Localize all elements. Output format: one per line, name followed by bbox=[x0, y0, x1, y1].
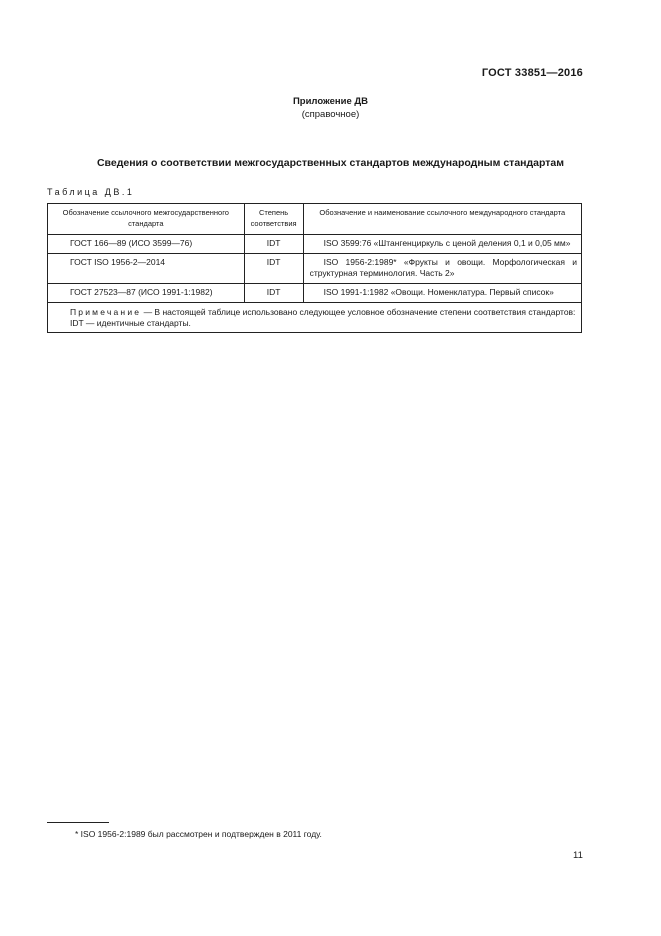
table-note-row bbox=[48, 303, 582, 333]
cell-designation: ГОСТ ISO 1956-2—2014 bbox=[48, 254, 245, 284]
cell-degree: IDT bbox=[244, 254, 303, 284]
table-header-row bbox=[48, 204, 582, 235]
document-code: ГОСТ 33851—2016 bbox=[481, 67, 583, 79]
standards-table bbox=[47, 203, 582, 333]
annex-title: Приложение ДВ bbox=[292, 96, 369, 107]
annex-title-block bbox=[0, 95, 661, 121]
cell-degree: IDT bbox=[244, 284, 303, 303]
section-heading: Сведения о соответствии межгосударственных стандартов международным стандартам bbox=[96, 157, 565, 169]
table-caption: Таблица ДВ.1 bbox=[47, 187, 135, 197]
column-header-designation: Обозначение ссылочного межгосударственного стандарта bbox=[48, 204, 245, 235]
note-legend: IDT — идентичные стандарты. bbox=[70, 318, 191, 328]
table-row bbox=[48, 235, 582, 254]
table-row bbox=[48, 284, 582, 303]
cell-designation: ГОСТ 27523—87 (ИСО 1991-1:1982) bbox=[48, 284, 245, 303]
footnote: * ISO 1956-2:1989 был рассмотрен и подтвержден в 2011 году. bbox=[75, 829, 322, 839]
note-label: Примечание bbox=[70, 307, 142, 317]
column-header-degree: Степень соответствия bbox=[244, 204, 303, 235]
annex-subtitle: (справочное) bbox=[301, 109, 360, 120]
note-text: — В настоящей таблице использовано следующее условное обозначение степени соответствия стандартов: bbox=[141, 307, 576, 317]
cell-international: ISO 1956-2:1989* «Фрукты и овощи. Морфологическая и структурная терминология. Часть 2» bbox=[303, 254, 581, 284]
footnote-divider bbox=[47, 822, 109, 823]
column-header-international: Обозначение и наименование ссылочного международного стандарта bbox=[303, 204, 581, 235]
table-note bbox=[48, 303, 582, 333]
cell-degree: IDT bbox=[244, 235, 303, 254]
cell-international: ISO 3599:76 «Штангенциркуль с ценой деления 0,1 и 0,05 мм» bbox=[303, 235, 581, 254]
cell-designation: ГОСТ 166—89 (ИСО 3599—76) bbox=[48, 235, 245, 254]
page-number: 11 bbox=[573, 850, 583, 861]
cell-international: ISO 1991-1:1982 «Овощи. Номенклатура. Первый список» bbox=[303, 284, 581, 303]
table-row bbox=[48, 254, 582, 284]
